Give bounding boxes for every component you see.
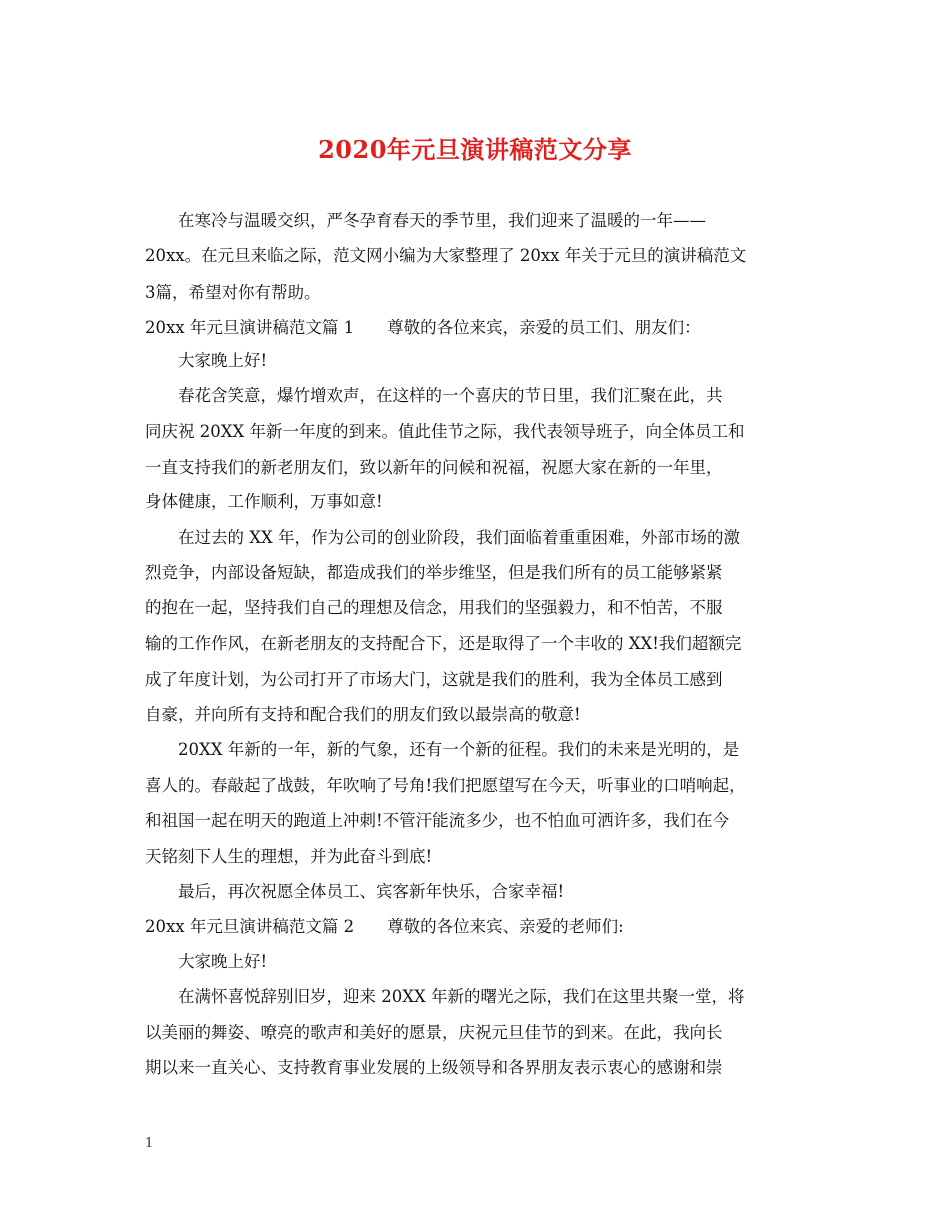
text-line: 成了年度计划，为公司打开了市场大门，这就是我们的胜利，我为全体员工感到: [145, 670, 723, 689]
text-line: 期以来一直关心、支持教育事业发展的上级领导和各界朋友表示衷心的感谢和崇: [145, 1058, 723, 1077]
text-line: 20XX 年新的一年，新的气象，还有一个新的征程。我们的未来是光明的，是: [178, 740, 740, 759]
page-number: 1: [145, 1136, 154, 1151]
text-line: 在寒冷与温暖交织，严冬孕育春天的季节里，我们迎来了温暖的一年——: [178, 211, 706, 230]
text-line: 和祖国一起在明天的跑道上冲刺!不管汗能流多少，也不怕血可洒许多，我们在今: [145, 811, 730, 830]
greeting-line: 大家晚上好!: [178, 952, 268, 971]
text-line: 输的工作作风，在新老朋友的支持配合下，还是取得了一个丰收的 XX!我们超额完: [145, 634, 742, 653]
text-line: 自豪，并向所有支持和配合我们的朋友们致以最崇高的敬意!: [145, 705, 581, 724]
text-line: 喜人的。春敲起了战鼓，年吹响了号角!我们把愿望写在今天，听事业的口哨响起，: [145, 776, 746, 795]
text-line: 天铭刻下人生的理想，并为此奋斗到底!: [145, 847, 433, 866]
greeting-line: 大家晚上好!: [178, 351, 268, 370]
text-line: 在满怀喜悦辞别旧岁，迎来 20XX 年新的曙光之际，我们在这里共聚一堂，将: [178, 987, 745, 1006]
document-title: 2020年元旦演讲稿范文分享: [318, 135, 632, 164]
text-line: 以美丽的舞姿、嘹亮的歌声和美好的愿景，庆祝元旦佳节的到来。在此，我向长: [145, 1023, 723, 1042]
text-line: 20xx。在元旦来临之际，范文网小编为大家整理了 20xx 年关于元旦的演讲稿范文: [145, 246, 747, 265]
text-line: 烈竞争，内部设备短缺，都造成我们的举步维坚，但是我们所有的员工能够紧紧: [145, 563, 723, 582]
section-heading-line: 20xx 年元旦演讲稿范文篇 2 尊敬的各位来宾、亲爱的老师们:: [145, 917, 624, 936]
text-line: 的抱在一起，坚持我们自己的理想及信念，用我们的坚强毅力，和不怕苦，不服: [145, 598, 723, 617]
text-line: 在过去的 XX 年，作为公司的创业阶段，我们面临着重重困难，外部市场的激: [178, 528, 740, 547]
text-line: 3篇，希望对你有帮助。: [145, 283, 321, 302]
text-line: 最后，再次祝愿全体员工、宾客新年快乐，合家幸福!: [178, 882, 565, 901]
text-line: 身体健康，工作顺利，万事如意!: [145, 492, 383, 511]
text-line: 一直支持我们的新老朋友们，致以新年的问候和祝福，祝愿大家在新的一年里，: [145, 458, 723, 477]
section-heading-line: 20xx 年元旦演讲稿范文篇 1 尊敬的各位来宾，亲爱的员工们、朋友们：: [145, 318, 701, 337]
text-line: 春花含笑意，爆竹增欢声，在这样的一个喜庆的节日里，我们汇聚在此，共: [178, 386, 723, 405]
text-line: 同庆祝 20XX 年新一年度的到来。值此佳节之际，我代表领导班子，向全体员工和: [145, 422, 745, 441]
